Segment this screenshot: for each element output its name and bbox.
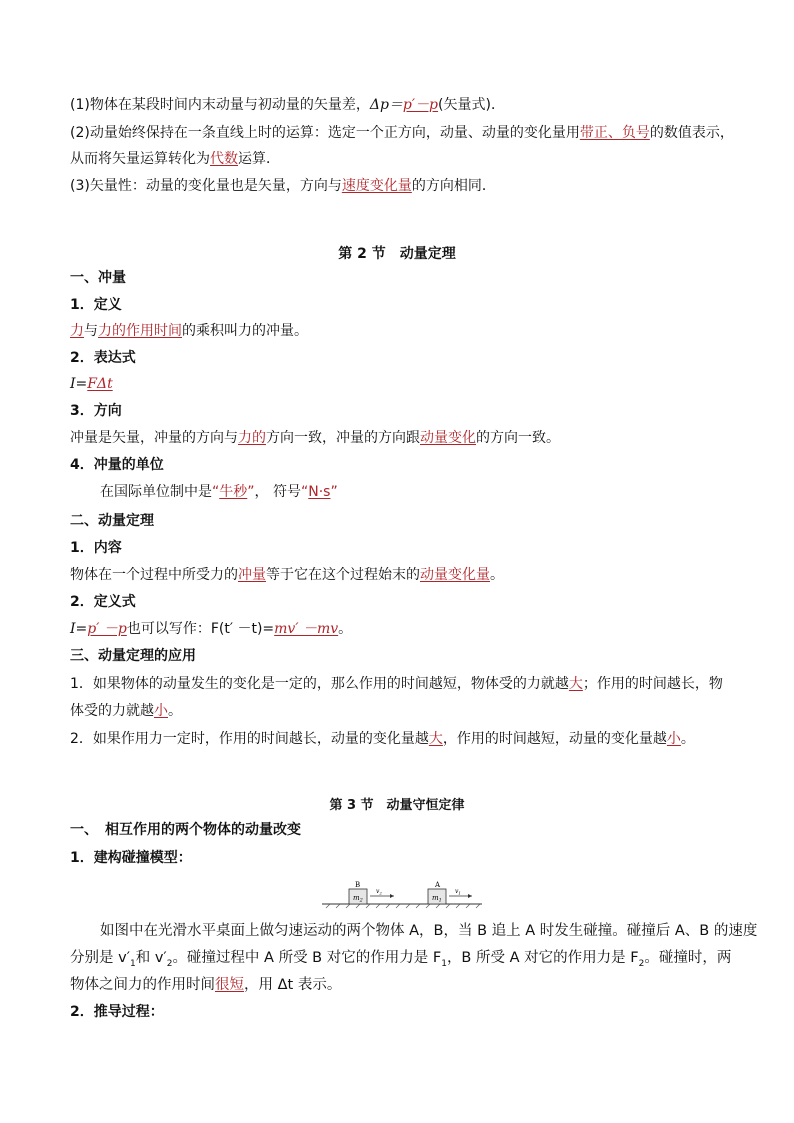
impulse-direction xyxy=(70,428,560,448)
highlight-formula: FΔt xyxy=(87,376,113,392)
highlight-text: 带正、负号 xyxy=(579,125,650,141)
text: (矢量式)． xyxy=(438,97,505,113)
arrow-head-a xyxy=(468,894,472,898)
text: 。 xyxy=(338,621,353,637)
heading-impulse: 一、冲量 xyxy=(70,270,126,286)
subheading-collision-model: 1．建构碰撞模型： xyxy=(70,850,192,866)
highlight-text: 小 xyxy=(154,703,168,719)
theorem-formula xyxy=(70,619,352,639)
text: 。碰撞过程中 A 所受 B 对它的作用力是 F xyxy=(172,950,442,966)
text: 分别是 v′ xyxy=(70,950,130,966)
collision-svg xyxy=(322,880,482,910)
highlight-formula: p′ －p xyxy=(87,621,127,637)
text: (3)矢量性：动量的变化量也是矢量，方向与 xyxy=(70,178,342,194)
highlight-text: N·s xyxy=(308,484,331,500)
text: 运算． xyxy=(238,151,280,167)
subscript: 1 xyxy=(441,958,447,969)
application-1 xyxy=(70,674,723,694)
application-1-cont xyxy=(70,701,182,721)
text: 的方向相同． xyxy=(411,178,496,194)
arrow-head-b xyxy=(390,894,394,898)
section-3-title: 第 3 节 动量守恒定律 xyxy=(329,798,465,813)
text: 方向一致，冲量的方向跟 xyxy=(266,430,420,446)
text: 体受的力就越 xyxy=(70,703,154,719)
text: 和 v′ xyxy=(135,950,167,966)
block-b-mass: $m_2$ xyxy=(353,894,363,904)
impulse-unit xyxy=(100,482,338,502)
block-a-label: A xyxy=(435,881,441,889)
text: ， 符号 xyxy=(254,484,301,500)
hatch-marks xyxy=(326,904,480,908)
highlight-text: 大 xyxy=(428,731,443,747)
highlight-text: 牛秒 xyxy=(219,484,248,500)
quote-mark: ” xyxy=(330,484,338,500)
highlight-text: 大 xyxy=(568,676,583,692)
momentum-change-line-1 xyxy=(70,95,505,115)
subheading-definition: 1．定义 xyxy=(70,297,122,313)
highlight-text: 力的作用时间 xyxy=(98,323,182,339)
collision-description-1: 如图中在光滑水平桌面上做匀速运动的两个物体 A，B，当 B 追上 A 时发生碰撞。碰撞后 A、B 的速度 xyxy=(100,923,758,939)
impulse-expression xyxy=(70,374,113,394)
text: 。碰撞时，两 xyxy=(644,950,732,966)
formula: I= xyxy=(70,376,88,392)
formula: Δp＝ xyxy=(369,97,403,113)
text: 。 xyxy=(490,567,504,583)
text: (1)物体在某段时间内末动量与初动量的矢量差， xyxy=(70,97,370,113)
text: 1．如果物体的动量发生的变化是一定的，那么作用的时间越短，物体受的力就越 xyxy=(70,676,569,692)
highlight-text: 冲量 xyxy=(238,567,266,583)
block-a-mass: $m_1$ xyxy=(432,894,442,904)
text: 的数值表示， xyxy=(649,125,734,141)
subheading-derivation: 2．推导过程： xyxy=(70,1004,164,1020)
text: (2)动量始终保持在一条直线上时的运算：选定一个正方向，动量、动量的变化量用 xyxy=(70,125,580,141)
section-2-title: 第 2 节 动量定理 xyxy=(338,246,456,262)
momentum-change-line-2 xyxy=(70,123,734,143)
quote-mark: ” xyxy=(247,484,255,500)
subheading-unit: 4．冲量的单位 xyxy=(70,457,164,473)
text: ，作用的时间越短，动量的变化量越 xyxy=(442,731,667,747)
quote-mark: “ xyxy=(300,484,309,500)
momentum-change-line-3 xyxy=(70,149,280,169)
collision-diagram xyxy=(322,880,482,910)
highlight-text: 动量变化量 xyxy=(420,567,490,583)
text: 。 xyxy=(168,703,182,719)
text: 也可以写作：F(t′ －t)= xyxy=(126,621,275,637)
text: 从而将矢量运算转化为 xyxy=(70,151,210,167)
highlight-text: 动量变化 xyxy=(420,430,476,446)
text: 物体之间力的作用时间 xyxy=(70,977,215,993)
quote-mark: “ xyxy=(212,484,220,500)
heading-theorem-application: 三、动量定理的应用 xyxy=(70,648,196,664)
velocity-label-a: $v_1$ xyxy=(455,888,461,896)
velocity-label-b: $v_2$ xyxy=(376,888,382,896)
text: 2．如果作用力一定时，作用的时间越长，动量的变化量越 xyxy=(70,731,429,747)
highlight-text: 力 xyxy=(70,323,84,339)
subscript: 2 xyxy=(166,958,173,969)
text: 与 xyxy=(84,323,98,339)
text: 等于它在这个过程始末的 xyxy=(266,567,420,583)
text: 的方向一致。 xyxy=(476,430,560,446)
subscript: 2 xyxy=(638,958,645,969)
theorem-content xyxy=(70,565,504,585)
text: ，用 Δt 表示。 xyxy=(244,977,342,993)
subscript: 1 xyxy=(129,958,136,969)
text: ；作用的时间越长，物 xyxy=(582,676,723,692)
highlight-text: 速度变化量 xyxy=(341,178,412,194)
subheading-content: 1．内容 xyxy=(70,540,122,556)
text: 。 xyxy=(680,731,695,747)
text: ，B 所受 A 对它的作用力是 F xyxy=(446,950,639,966)
highlight-text: 力的 xyxy=(238,430,266,446)
block-b-label: B xyxy=(355,881,361,889)
subheading-expression: 2．表达式 xyxy=(70,350,136,366)
highlight-text: 很短 xyxy=(215,977,244,993)
highlight-text: 代数 xyxy=(210,151,238,167)
heading-interacting-objects: 一、 相互作用的两个物体的动量改变 xyxy=(70,822,301,838)
highlight-formula: mv′ －mv xyxy=(274,621,339,637)
highlight-text: 小 xyxy=(666,731,681,747)
text: 的乘积叫力的冲量。 xyxy=(182,323,308,339)
highlight-formula: p′－p xyxy=(402,97,439,113)
text: 在国际单位制中是 xyxy=(100,484,212,500)
momentum-change-line-4 xyxy=(70,176,496,196)
heading-momentum-theorem: 二、动量定理 xyxy=(70,513,154,529)
formula: I= xyxy=(70,621,88,637)
text: 冲量是矢量，冲量的方向与 xyxy=(70,430,238,446)
subheading-definition-formula: 2．定义式 xyxy=(70,594,136,610)
text: 物体在一个过程中所受力的 xyxy=(70,567,238,583)
collision-description-2 xyxy=(70,948,731,974)
impulse-definition xyxy=(70,321,308,341)
subheading-direction: 3．方向 xyxy=(70,403,122,419)
collision-description-3 xyxy=(70,975,341,995)
application-2 xyxy=(70,729,695,749)
